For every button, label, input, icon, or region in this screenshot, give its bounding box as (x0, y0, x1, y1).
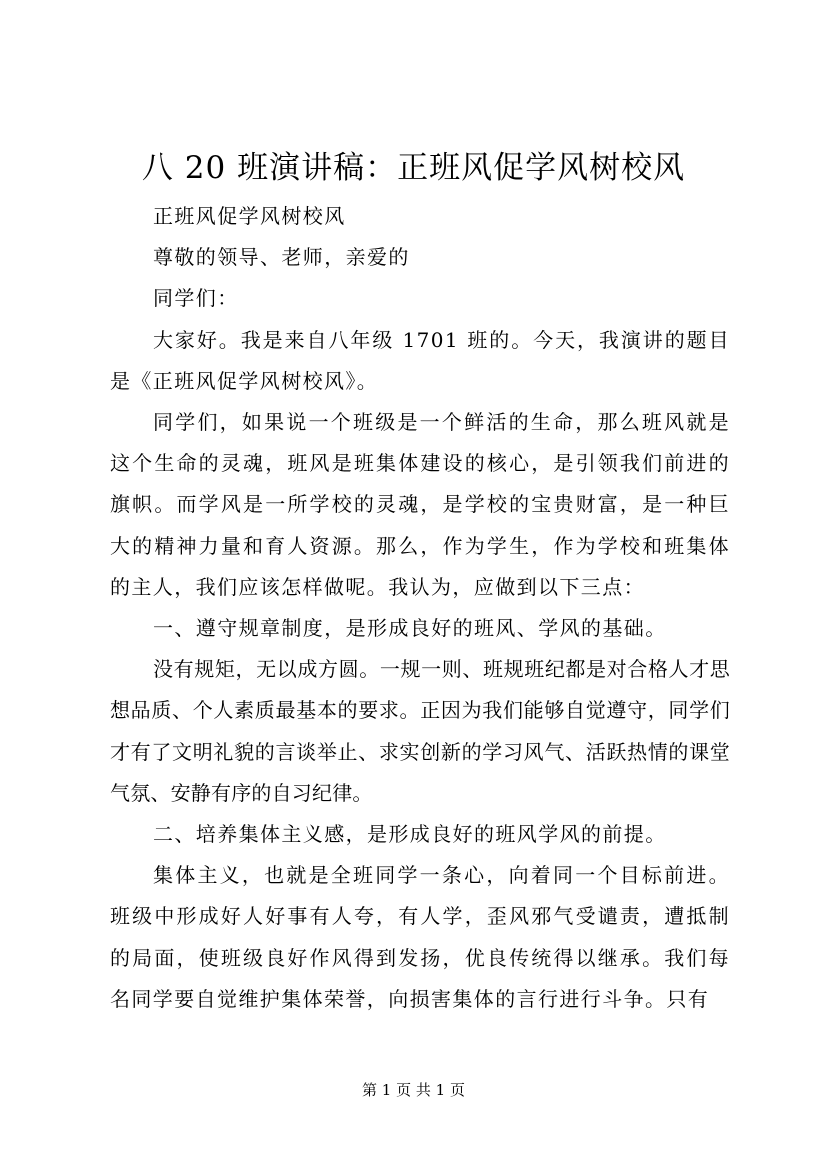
paragraph-intro: 同学们，如果说一个班级是一个鲜活的生命，那么班风就是这个生命的灵魂，班风是班集体建设的核心，是引领我们前进的旗帜。而学风是一所学校的灵魂，是学校的宝贵财富，是一种巨大的精神力量和育人资源。那么，作为学生，作为学校和班集体的主人，我们应该怎样做呢。我认为，应做到以下三点： (110, 410, 730, 599)
paragraph-point-one-body: 没有规矩，无以成方圆。一规一则、班规班纪都是对合格人才思想品质、个人素质最基本的要求。正因为我们能够自觉遵守，同学们才有了文明礼貌的言谈举止、求实创新的学习风气、活跃热情的课堂气氛、安静有序的自习纪律。 (110, 657, 730, 805)
page-footer: 第 1 页 共 1 页 (362, 1081, 465, 1099)
paragraph-subtitle: 正班风促学风树校风 (153, 204, 346, 228)
paragraph-point-one: 一、遵守规章制度，是形成良好的班风、学风的基础。 (153, 616, 667, 641)
document-title: 八 20 班演讲稿：正班风促学风树校风 (141, 150, 686, 186)
paragraph-point-two: 二、培养集体主义感，是形成良好的班风学风的前提。 (153, 822, 667, 847)
document-body (110, 196, 730, 1020)
paragraph-salutation: 尊敬的领导、老师，亲爱的 (153, 245, 410, 270)
paragraph-point-two-body: 集体主义，也就是全班同学一条心，向着同一个目标前进。班级中形成好人好事有人夸，有人学，歪风邪气受谴责，遭抵制的局面，使班级良好作风得到发扬，优良传统得以继承。我们每名同学要自觉维护集体荣誉，向损害集体的言行进行斗争。只有 (110, 863, 730, 1011)
paragraph-salutation-cont: 同学们： (153, 286, 239, 311)
paragraph-greeting: 大家好。我是来自八年级 1701 班的。今天，我演讲的题目是《正班风促学风树校风》。 (110, 327, 730, 393)
